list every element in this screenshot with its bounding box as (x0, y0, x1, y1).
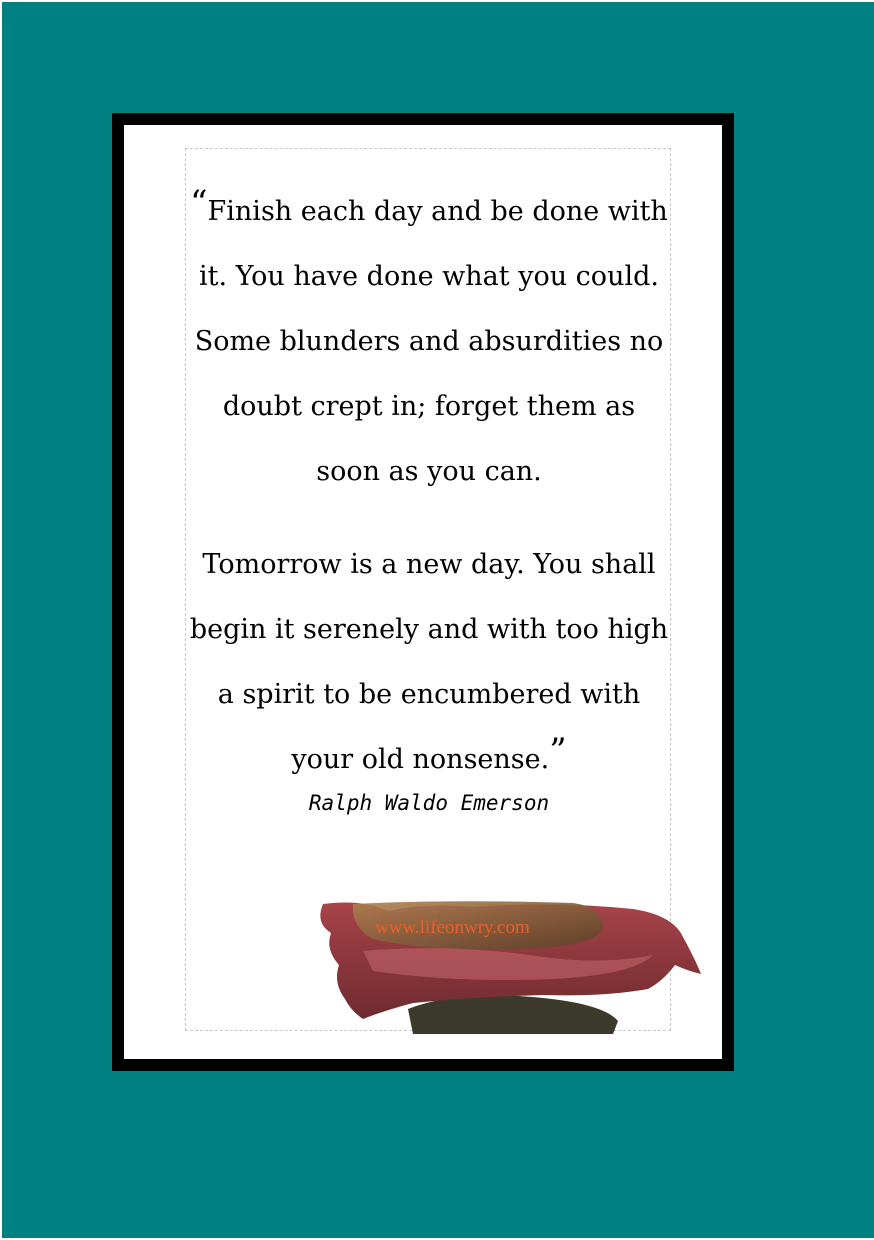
quote-body (186, 179, 672, 792)
page-background (2, 2, 874, 1238)
quote-line: soon as you can. (316, 456, 542, 487)
quote-line (186, 179, 672, 244)
quote-line (186, 727, 672, 792)
quote-author: Ralph Waldo Emerson (308, 791, 550, 815)
quote-line: it. You have done what you could. (199, 261, 659, 292)
sandwich-photo (303, 899, 703, 1034)
quote-line: doubt crept in; forget them as (222, 391, 636, 422)
poster-frame (112, 113, 734, 1071)
quote-line: begin it serenely and with too high (189, 614, 669, 645)
quote-textbox (185, 148, 671, 1031)
quote-line: Tomorrow is a new day. You shall (202, 549, 656, 580)
open-quote-mark: “ (190, 182, 208, 223)
watermark-text: www.lifeonwry.com (375, 917, 530, 938)
bottom-bread (408, 996, 618, 1035)
sandwich-illustration (303, 899, 703, 1034)
quote-line: a spirit to be encumbered with (217, 679, 641, 710)
quote-line: Some blunders and absurdities no (194, 326, 664, 357)
quote-text: Finish each day and be done with (207, 196, 668, 227)
paragraph-gap (186, 504, 672, 532)
quote-text: your old nonsense. (291, 744, 550, 775)
close-quote-mark: ” (549, 730, 567, 771)
